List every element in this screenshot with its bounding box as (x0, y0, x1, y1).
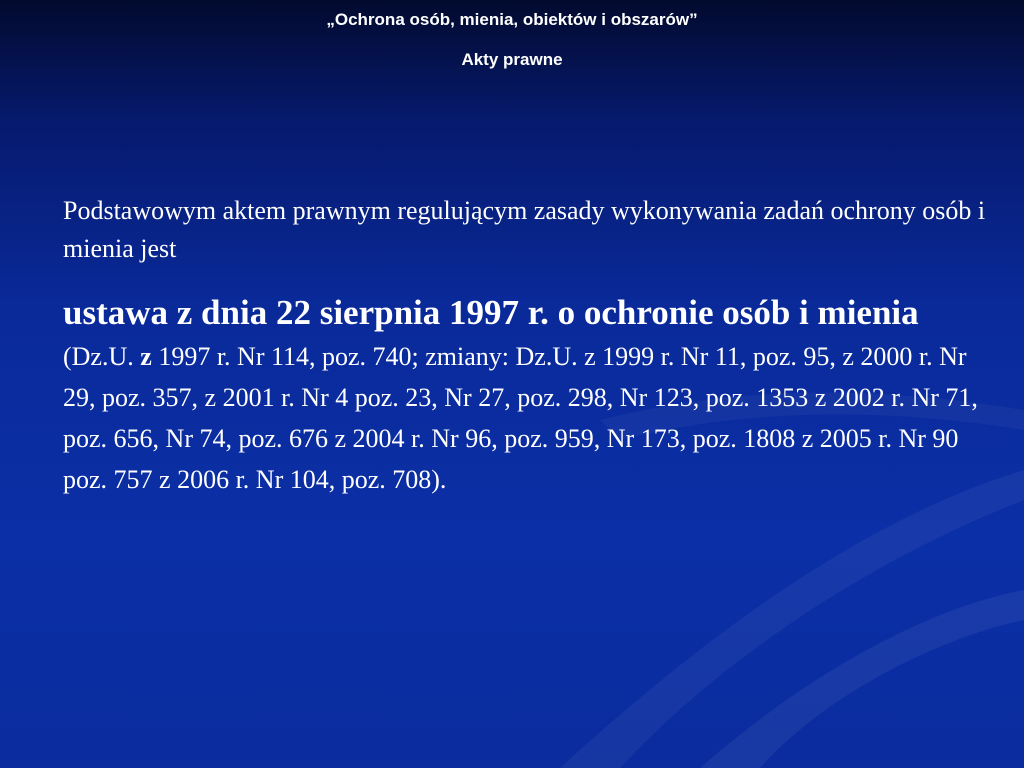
slide-subtitle: Akty prawne (461, 50, 563, 69)
slide-body (63, 192, 993, 500)
act-title: ustawa z dnia 22 sierpnia 1997 r. o ochronie osób i mienia (63, 293, 919, 332)
slide-title: „Ochrona osób, mienia, obiektów i obszarów” (326, 10, 698, 29)
citation-open: (Dz.U. (63, 342, 141, 371)
act-paragraph (63, 290, 993, 500)
slide-header (0, 10, 1024, 70)
citation-rest: 1997 r. Nr 114, poz. 740; zmiany: Dz.U. z 1999 r. Nr 11, poz. 95, z 2000 r. Nr 29, poz. 357, z 2001 r. Nr 4 poz. 23, Nr 27, poz. 298, Nr 123, poz. 1353 z 2002 r. Nr 71, poz. 656, Nr 74, poz. 676 z 2004 r. Nr 96, poz. 959, Nr 173, poz. 1808 z 2005 r. Nr 90 poz. 757 z 2006 r. Nr 104, poz. 708). (63, 342, 978, 494)
intro-paragraph: Podstawowym aktem prawnym regulującym zasady wykonywania zadań ochrony osób i mienia jest (63, 196, 986, 263)
citation-z: z (140, 342, 152, 371)
